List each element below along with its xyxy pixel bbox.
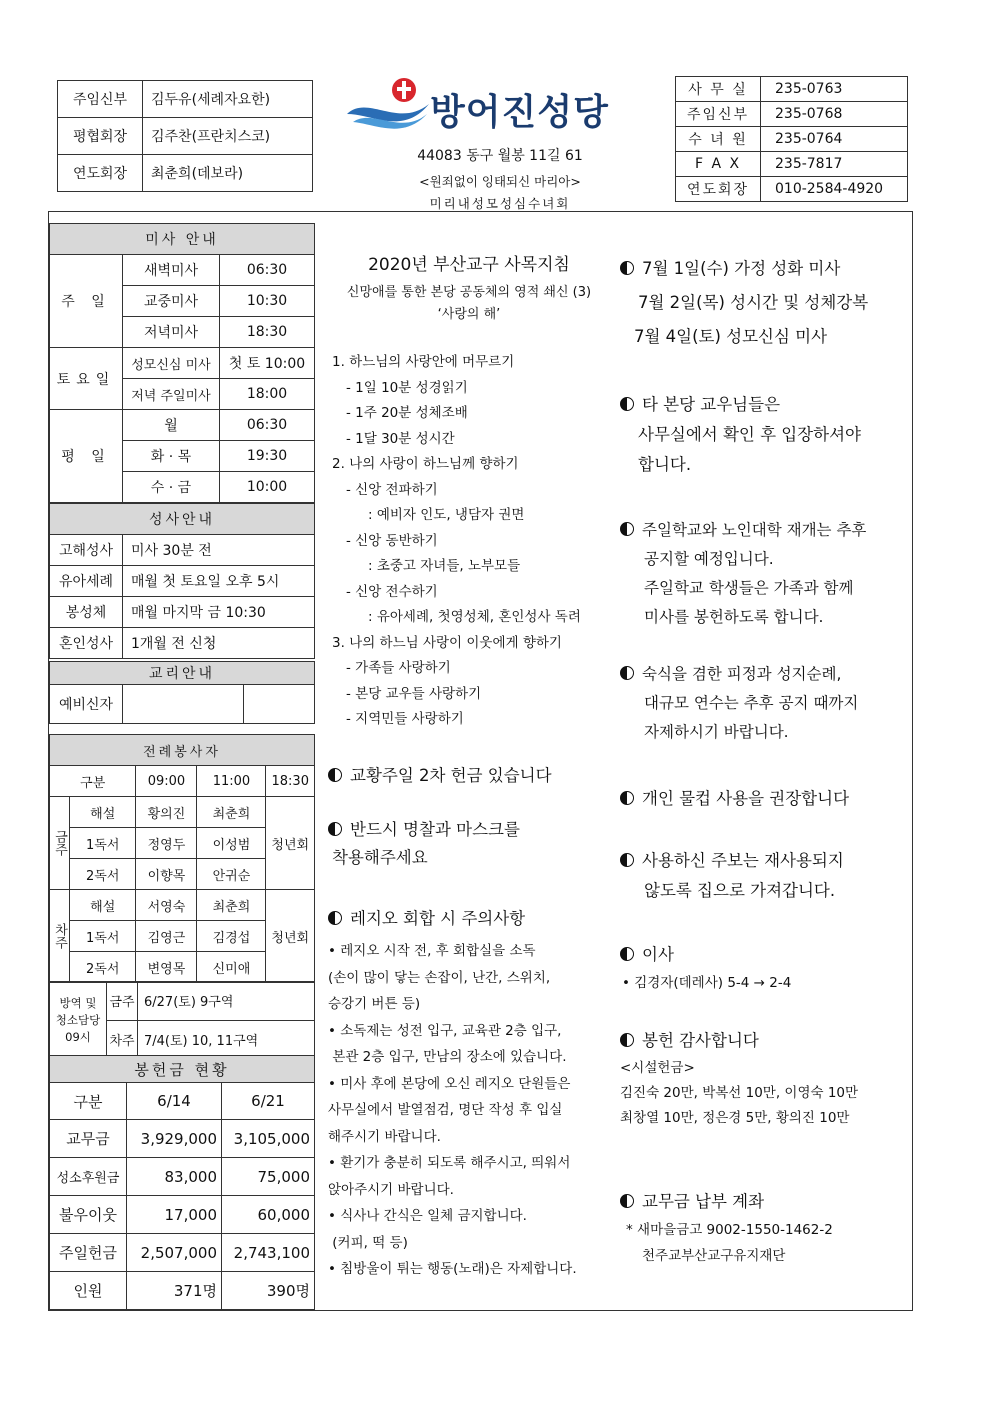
sacrament-key: 고해성사 bbox=[50, 535, 123, 566]
ministers-head: 11:00 bbox=[197, 766, 266, 797]
donation-value: 75,000 bbox=[222, 1158, 315, 1196]
ministers-head: 구분 bbox=[50, 766, 136, 797]
minister-name: 최춘희 bbox=[197, 797, 266, 828]
legio-rule-line: 사무실에서 발열점검, 명단 작성 후 입실 bbox=[328, 1102, 563, 1118]
cleaning-next-value: 7/4(토) 10, 11구역 bbox=[138, 1020, 315, 1059]
church-nuns: 미리내성모성심수녀회 bbox=[429, 196, 571, 211]
pastoral-plan-item: - 지역민들 사랑하기 bbox=[346, 711, 464, 727]
mass-group-weekday: 평 일 bbox=[50, 410, 123, 503]
pastoral-plan-item: : 예비자 인도, 냉담자 권면 bbox=[368, 507, 525, 523]
sacrament-key: 봉성체 bbox=[50, 597, 123, 628]
officer-key: 평협회장 bbox=[58, 118, 143, 155]
mass-time: 06:30 bbox=[220, 255, 315, 286]
mass-name: 화 · 목 bbox=[123, 441, 220, 472]
pastoral-plan-item: 2. 나의 사랑이 하느님께 향하기 bbox=[332, 456, 519, 472]
contact-value: 235-0768 bbox=[761, 102, 908, 127]
ministers-week-this: 금주 bbox=[50, 797, 70, 890]
mass-time: 10:30 bbox=[220, 286, 315, 317]
minister-name: 변영목 bbox=[136, 952, 197, 983]
legio-rule-line: (커피, 떡 등) bbox=[328, 1234, 408, 1251]
minister-youth: 청년회 bbox=[266, 797, 315, 890]
legio-rule-line: • 침방울이 튀는 행동(노래)은 자제합니다. bbox=[328, 1261, 577, 1277]
header-officers-table bbox=[57, 80, 313, 192]
half-circle-icon bbox=[328, 768, 342, 782]
minister-name: 김영근 bbox=[136, 921, 197, 952]
sacrament-value: 매월 첫 토요일 오후 5시 bbox=[123, 566, 315, 597]
contact-key: 주임신부 bbox=[676, 102, 761, 127]
legio-rule-line: • 소독제는 성전 입구, 교육관 2층 입구, bbox=[328, 1022, 562, 1039]
cleaning-next-key: 차주 bbox=[107, 1020, 138, 1059]
minister-role: 2독서 bbox=[70, 859, 136, 890]
church-address: 44083 동구 월봉 11길 61 bbox=[417, 148, 583, 164]
donations-title: 봉헌금 현황 bbox=[50, 1056, 315, 1083]
legio-rule-line: 본관 2층 입구, 만남의 장소에 있습니다. bbox=[328, 1049, 567, 1065]
donation-value: 60,000 bbox=[222, 1196, 315, 1234]
minister-name: 김경섭 bbox=[197, 921, 266, 952]
sacrament-value: 미사 30분 전 bbox=[123, 535, 315, 566]
donation-key: 성소후원금 bbox=[50, 1158, 127, 1196]
half-circle-icon bbox=[620, 666, 634, 680]
officer-value: 김두유(세례자요한) bbox=[143, 81, 313, 118]
pastoral-plan-item: - 1달 30분 성시간 bbox=[346, 430, 455, 447]
cleaning-this-value: 6/27(토) 9구역 bbox=[138, 982, 315, 1021]
donation-key: 인원 bbox=[50, 1272, 127, 1310]
notice-account: 교무금 납부 계좌 * 새마을금고 9002-1550-1462-2 천주교부산교구유지재단 bbox=[620, 1187, 910, 1269]
pastoral-plan-list bbox=[332, 350, 614, 733]
pastoral-plan-item: - 본당 교우들 사랑하기 bbox=[346, 685, 482, 702]
donation-key: 주일헌금 bbox=[50, 1234, 127, 1272]
minister-name: 이향목 bbox=[136, 859, 197, 890]
notice-july-masses: 7월 1일(수) 가정 성화 미사 7월 2일(목) 성시간 및 성체강복 7월 4일(토) 성모신심 미사 bbox=[620, 254, 910, 352]
pastoral-plan-item: - 1주 20분 성체조배 bbox=[346, 405, 468, 421]
officer-key: 주임신부 bbox=[58, 81, 143, 118]
minister-name: 이성범 bbox=[197, 828, 266, 859]
mass-time: 10:00 bbox=[220, 472, 315, 503]
legio-rule-line: 해주시기 바랍니다. bbox=[328, 1128, 441, 1145]
half-circle-icon bbox=[620, 853, 634, 867]
minister-name: 안귀순 bbox=[197, 859, 266, 890]
notice-legio-title: 레지오 회합 시 주의사항 bbox=[328, 905, 610, 933]
pastoral-plan-item: 1. 하느님의 사랑안에 머무르기 bbox=[332, 354, 515, 370]
mass-name: 새벽미사 bbox=[123, 255, 220, 286]
contact-value: 235-0763 bbox=[761, 77, 908, 102]
mass-group-sunday: 주 일 bbox=[50, 255, 123, 348]
sacraments-table bbox=[49, 503, 315, 659]
mass-time: 첫 토 10:00 bbox=[220, 348, 315, 379]
donation-value: 17,000 bbox=[127, 1196, 222, 1234]
mass-name: 월 bbox=[123, 410, 220, 441]
ministers-head: 18:30 bbox=[266, 766, 315, 797]
minister-name: 황의진 bbox=[136, 797, 197, 828]
contact-key: 연도회장 bbox=[676, 177, 761, 202]
half-circle-icon bbox=[620, 1033, 634, 1047]
minister-role: 2독서 bbox=[70, 952, 136, 983]
half-circle-icon bbox=[620, 947, 634, 961]
donation-value: 3,105,000 bbox=[222, 1120, 315, 1158]
sacrament-value: 매월 마지막 금 10:30 bbox=[123, 597, 315, 628]
notice-pope-sunday: 교황주일 2차 헌금 있습니다 bbox=[328, 762, 610, 790]
sacrament-value: 1개월 전 신청 bbox=[123, 628, 315, 659]
donation-value: 390명 bbox=[222, 1272, 315, 1310]
notice-bulletin: 사용하신 주보는 재사용되지 않도록 집으로 가져갑니다. bbox=[620, 846, 910, 906]
contact-key: 수 녀 원 bbox=[676, 127, 761, 152]
contact-key: F A X bbox=[676, 152, 761, 177]
officer-key: 연도회장 bbox=[58, 155, 143, 192]
pastoral-plan-item: : 유아세례, 첫영성체, 혼인성사 독려 bbox=[368, 609, 581, 625]
legio-rule-line: (손이 많이 닿는 손잡이, 난간, 스위치, bbox=[328, 969, 551, 986]
doctrine-label: 예비신자 bbox=[50, 685, 123, 724]
sacrament-key: 유아세례 bbox=[50, 566, 123, 597]
minister-role: 1독서 bbox=[70, 921, 136, 952]
mass-name: 교중미사 bbox=[123, 286, 220, 317]
cleaning-this-key: 금주 bbox=[107, 982, 138, 1021]
notice-thanks: 봉헌 감사합니다 <시설헌금> 김진숙 20만, 박복선 10만, 이영숙 10만 최창열 10만, 정은경 5만, 황의진 10만 bbox=[620, 1031, 859, 1126]
donation-value: 2,507,000 bbox=[127, 1234, 222, 1272]
doctrine-cell bbox=[123, 685, 244, 724]
donation-value: 2,743,100 bbox=[222, 1234, 315, 1272]
mass-name: 저녁 주일미사 bbox=[123, 379, 220, 410]
donations-head: 6/21 bbox=[222, 1083, 315, 1120]
legio-rule-line: 승강기 버튼 등) bbox=[328, 996, 421, 1012]
ministers-head: 09:00 bbox=[136, 766, 197, 797]
cleaning-table bbox=[49, 981, 315, 1059]
mass-name: 수 · 금 bbox=[123, 472, 220, 503]
legio-rule-line: • 환기가 충분히 되도록 해주시고, 띄워서 bbox=[328, 1155, 571, 1171]
doctrine-title: 교리안내 bbox=[50, 662, 315, 685]
donation-value: 3,929,000 bbox=[127, 1120, 222, 1158]
half-circle-icon bbox=[620, 261, 634, 275]
legio-rule-line: • 미사 후에 본당에 오신 레지오 단원들은 bbox=[328, 1075, 571, 1092]
donation-key: 교무금 bbox=[50, 1120, 127, 1158]
legio-rule-line: 앉아주시기 바랍니다. bbox=[328, 1181, 454, 1198]
pastoral-plan-item: - 신앙 전수하기 bbox=[346, 583, 438, 600]
minister-role: 해설 bbox=[70, 797, 136, 828]
cleaning-label: 방역 및 청소담당 09시 bbox=[50, 982, 107, 1059]
notice-moving: 이사 • 김경자(데레사) 5-4 → 2-4 bbox=[622, 945, 792, 991]
notice-retreat: 숙식을 겸한 피정과 성지순례, 대규모 연수는 추후 공지 때까지 자제하시기 바랍니다. bbox=[620, 660, 910, 747]
pastoral-title: 2020년 부산교구 사목지침 bbox=[368, 255, 570, 275]
legio-rule-line: • 식사나 간식은 일체 금지합니다. bbox=[328, 1208, 527, 1224]
pastoral-subtitle: 신망애를 통한 본당 공동체의 영적 쇄신 (3) bbox=[346, 285, 592, 300]
doctrine-table bbox=[49, 661, 315, 724]
sacraments-title: 성사안내 bbox=[50, 504, 315, 535]
mass-name: 저녁미사 bbox=[123, 317, 220, 348]
donation-value: 83,000 bbox=[127, 1158, 222, 1196]
donations-head: 구분 bbox=[50, 1083, 127, 1120]
minister-name: 서영숙 bbox=[136, 890, 197, 921]
minister-name: 최춘희 bbox=[197, 890, 266, 921]
half-circle-icon bbox=[620, 791, 634, 805]
pastoral-plan-item: - 신앙 전파하기 bbox=[346, 481, 438, 498]
contact-key: 사 무 실 bbox=[676, 77, 761, 102]
mass-time: 18:00 bbox=[220, 379, 315, 410]
church-logo-icon bbox=[343, 74, 433, 134]
minister-role: 1독서 bbox=[70, 828, 136, 859]
church-patron: <원죄없이 잉태되신 마리아> bbox=[419, 174, 581, 189]
pastoral-plan-item: - 신앙 동반하기 bbox=[346, 532, 438, 549]
pastoral-plan-item: 3. 나의 하느님 사랑이 이웃에게 향하기 bbox=[332, 634, 562, 651]
notice-school: 주일학교와 노인대학 재개는 추후 공지할 예정입니다. 주일학교 학생들은 가족과 함께 미사를 봉헌하도록 합니다. bbox=[620, 516, 910, 632]
mass-table bbox=[49, 223, 315, 503]
mass-title: 미사 안내 bbox=[50, 224, 315, 255]
sacrament-key: 혼인성사 bbox=[50, 628, 123, 659]
pastoral-plan-item: : 초중고 자녀들, 노부모들 bbox=[368, 558, 521, 574]
minister-role: 해설 bbox=[70, 890, 136, 921]
officer-value: 김주찬(프란치스코) bbox=[143, 118, 313, 155]
ministers-title: 전례봉사자 bbox=[50, 735, 315, 766]
donations-table bbox=[49, 1055, 315, 1310]
half-circle-icon bbox=[620, 522, 634, 536]
pastoral-plan-item: - 1일 10분 성경읽기 bbox=[346, 379, 468, 396]
doctrine-cell bbox=[244, 685, 315, 724]
officer-value: 최춘희(데보라) bbox=[143, 155, 313, 192]
contact-value: 235-0764 bbox=[761, 127, 908, 152]
notice-mask: 반드시 명찰과 마스크를 착용해주세요 bbox=[328, 816, 610, 872]
minister-name: 신미애 bbox=[197, 952, 266, 983]
donations-head: 6/14 bbox=[127, 1083, 222, 1120]
mass-name: 성모신심 미사 bbox=[123, 348, 220, 379]
minister-name: 정영두 bbox=[136, 828, 197, 859]
donation-key: 불우이웃 bbox=[50, 1196, 127, 1234]
legio-rules-list bbox=[328, 938, 610, 1283]
half-circle-icon bbox=[328, 911, 342, 925]
ministers-table bbox=[49, 734, 315, 983]
church-name: 방어진성당 bbox=[430, 92, 609, 133]
mass-group-saturday: 토요일 bbox=[50, 348, 123, 410]
notice-other-parish: 타 본당 교우님들은 사무실에서 확인 후 입장하셔야 합니다. bbox=[620, 390, 910, 480]
half-circle-icon bbox=[328, 822, 342, 836]
half-circle-icon bbox=[620, 1194, 634, 1208]
mass-time: 19:30 bbox=[220, 441, 315, 472]
minister-youth: 청년회 bbox=[266, 890, 315, 983]
mass-time: 06:30 bbox=[220, 410, 315, 441]
header-contacts-table bbox=[675, 76, 908, 202]
pastoral-plan-item: - 가족들 사랑하기 bbox=[346, 660, 451, 676]
mass-time: 18:30 bbox=[220, 317, 315, 348]
donation-value: 371명 bbox=[127, 1272, 222, 1310]
contact-value: 010-2584-4920 bbox=[761, 177, 908, 202]
contact-value: 235-7817 bbox=[761, 152, 908, 177]
legio-rule-line: • 레지오 시작 전, 후 회합실을 소독 bbox=[328, 943, 536, 959]
half-circle-icon bbox=[620, 397, 634, 411]
pastoral-year-theme: ‘사랑의 해’ bbox=[437, 307, 501, 322]
ministers-week-next: 차주 bbox=[50, 890, 70, 983]
notice-cup: 개인 물컵 사용을 권장합니다 bbox=[620, 784, 910, 814]
